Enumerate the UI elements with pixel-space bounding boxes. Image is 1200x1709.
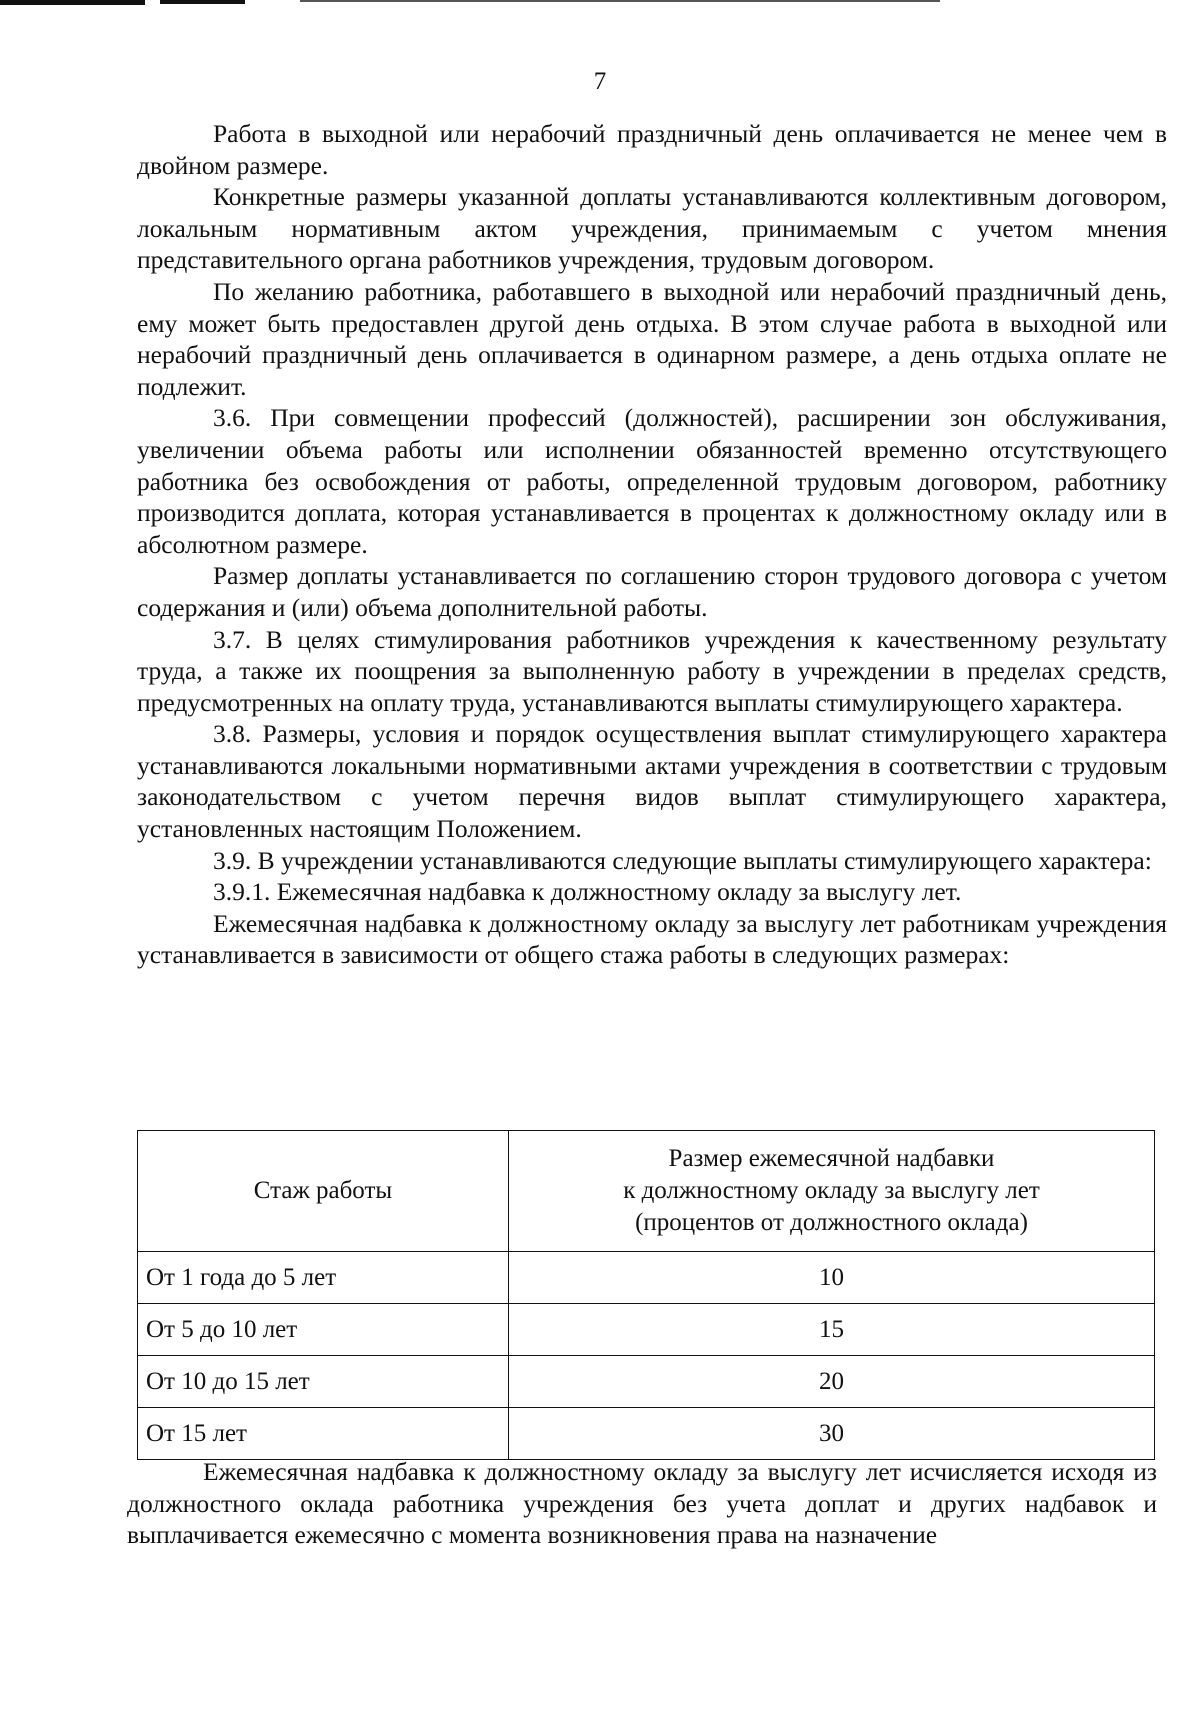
cell-period: От 15 лет [138,1408,509,1460]
cell-percent: 20 [509,1356,1155,1408]
cell-period: От 1 года до 5 лет [138,1252,509,1304]
cell-percent: 15 [509,1304,1155,1356]
cell-period: От 5 до 10 лет [138,1304,509,1356]
table-header-row [138,1131,1155,1252]
table-row [138,1408,1155,1460]
paragraph: Ежемесячная надбавка к должностному окладу за выслугу лет работникам учреждения устанавливается в зависимости от общего стажа работы в следующих размерах: [137,908,1167,970]
table-row [138,1304,1155,1356]
cell-period: От 10 до 15 лет [138,1356,509,1408]
scan-artifact-line [160,0,245,4]
header-cell-bonus-size [509,1131,1155,1252]
table-row [138,1356,1155,1408]
paragraph: Конкретные размеры указанной доплаты устанавливаются коллективным договором, локальным нормативным актом учреждения, принимаемым с учетом мнения представительного органа работников учреждения, трудовым договором. [137,182,1167,275]
paragraph: Размер доплаты устанавливается по соглашению сторон трудового договора с учетом содержания и (или) объема дополнительной работы. [137,561,1167,622]
paragraph: Работа в выходной или нерабочий праздничный день оплачивается не менее чем в двойном размере. [137,119,1167,180]
header-line: к должностному окладу за выслугу лет [623,1177,1040,1204]
page-number: 7 [593,68,607,95]
paragraph: 3.8. Размеры, условия и порядок осуществления выплат стимулирующего характера устанавливаются локальными нормативными актами учреждения в соответствии с трудовым законодательством с учетом перечня видов выплат стимулирующего характера, установленных настоящим Положением. [137,719,1167,844]
table-row [138,1252,1155,1304]
seniority-bonus-table [137,1130,1155,1460]
header-cell-experience: Стаж работы [138,1131,509,1252]
paragraph: 3.6. При совмещении профессий (должностей), расширении зон обслуживания, увеличении объема работы или исполнении обязанностей временно отсутствующего работника без освобождения от работы, определенной трудовым договором, работнику производится доплата, которая устанавливается в процентах к должностному окладу или в абсолютном размере. [137,403,1167,559]
scan-artifact-line [0,0,145,5]
header-line: (процентов от должностного оклада) [635,1209,1028,1236]
paragraph: 3.7. В целях стимулирования работников учреждения к качественному результату труда, а также их поощрения за выполненную работу в учреждении в пределах средств, предусмотренных на оплату труда, устанавливаются выплаты стимулирующего характера. [137,624,1167,717]
scan-artifact-line [300,0,940,2]
after-table-text [127,1456,1157,1551]
paragraph: 3.9.1. Ежемесячная надбавка к должностному окладу за выслугу лет. [213,877,962,907]
header-line: Размер ежемесячной надбавки [668,1145,995,1172]
paragraph: Ежемесячная надбавка к должностному окладу за выслугу лет исчисляется исходя из должностного оклада работника учреждения без учета доплат и других надбавок и выплачивается ежемесячно с момента возникновения права на назначение [127,1457,1157,1550]
paragraph: 3.9. В учреждении устанавливаются следующие выплаты стимулирующего характера: [213,845,1152,875]
cell-percent: 10 [509,1252,1155,1304]
body-text [137,118,1167,971]
paragraph: По желанию работника, работавшего в выходной или нерабочий праздничный день, ему может быть предоставлен другой день отдыха. В этом случае работа в выходной или нерабочий праздничный день оплачивается в одинарном размере, а день отдыха оплате не подлежит. [137,276,1167,401]
cell-percent: 30 [509,1408,1155,1460]
